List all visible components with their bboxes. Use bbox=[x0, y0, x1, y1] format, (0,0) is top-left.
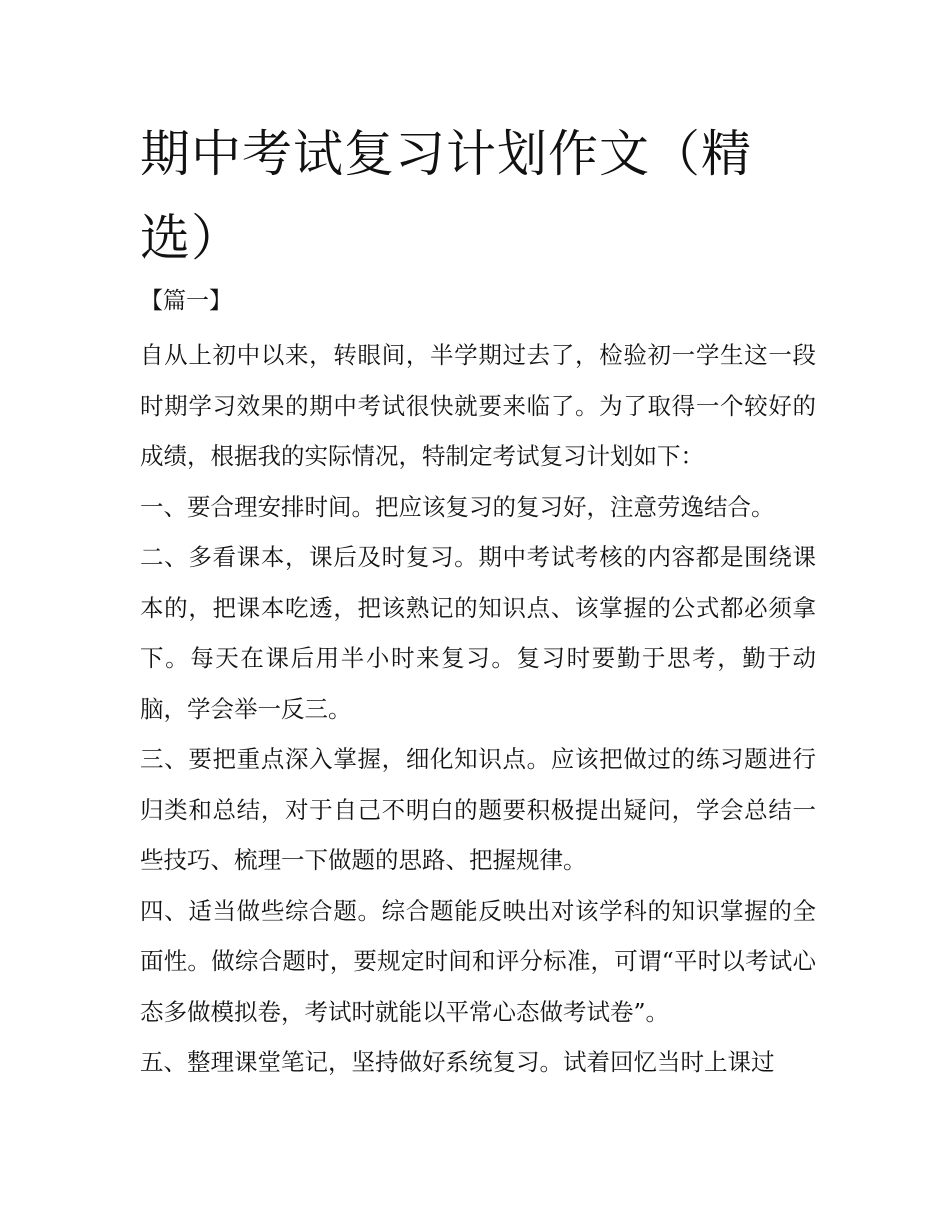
paragraph-point-4: 四、适当做些综合题。综合题能反映出对该学科的知识掌握的全面性。做综合题时，要规定时间和评分标准，可谓“平时以考试心态多做模拟卷，考试时就能以平常心态做考试卷”。 bbox=[140, 896, 816, 1026]
document-title: 期中考试复习计划作文（精选） bbox=[140, 125, 752, 267]
paragraph-point-2: 二、多看课本，课后及时复习。期中考试考核的内容都是围绕课本的，把课本吃透，把该熟记的知识点、该掌握的公式都必须拿下。每天在课后用半小时来复习。复习时要勤于思考，勤于动脑，学会举一反三。 bbox=[140, 543, 816, 723]
paragraph-point-5: 五、整理课堂笔记，坚持做好系统复习。试着回忆当时上课过 bbox=[140, 1048, 775, 1076]
document-body bbox=[140, 330, 816, 1088]
paragraph-point-3: 三、要把重点深入掌握，细化知识点。应该把做过的练习题进行归类和总结，对于自己不明白的题要积极提出疑问，学会总结一些技巧、梳理一下做题的思路、把握规律。 bbox=[140, 745, 816, 874]
paragraph-intro: 自从上初中以来，转眼间，半学期过去了，检验初一学生这一段时期学习效果的期中考试很快就要来临了。为了取得一个较好的成绩，根据我的实际情况，特制定考试复习计划如下： bbox=[140, 341, 816, 470]
paragraph-point-1: 一、要合理安排时间。把应该复习的复习好，注意劳逸结合。 bbox=[140, 492, 775, 521]
section-label: 【篇一】 bbox=[140, 288, 232, 314]
